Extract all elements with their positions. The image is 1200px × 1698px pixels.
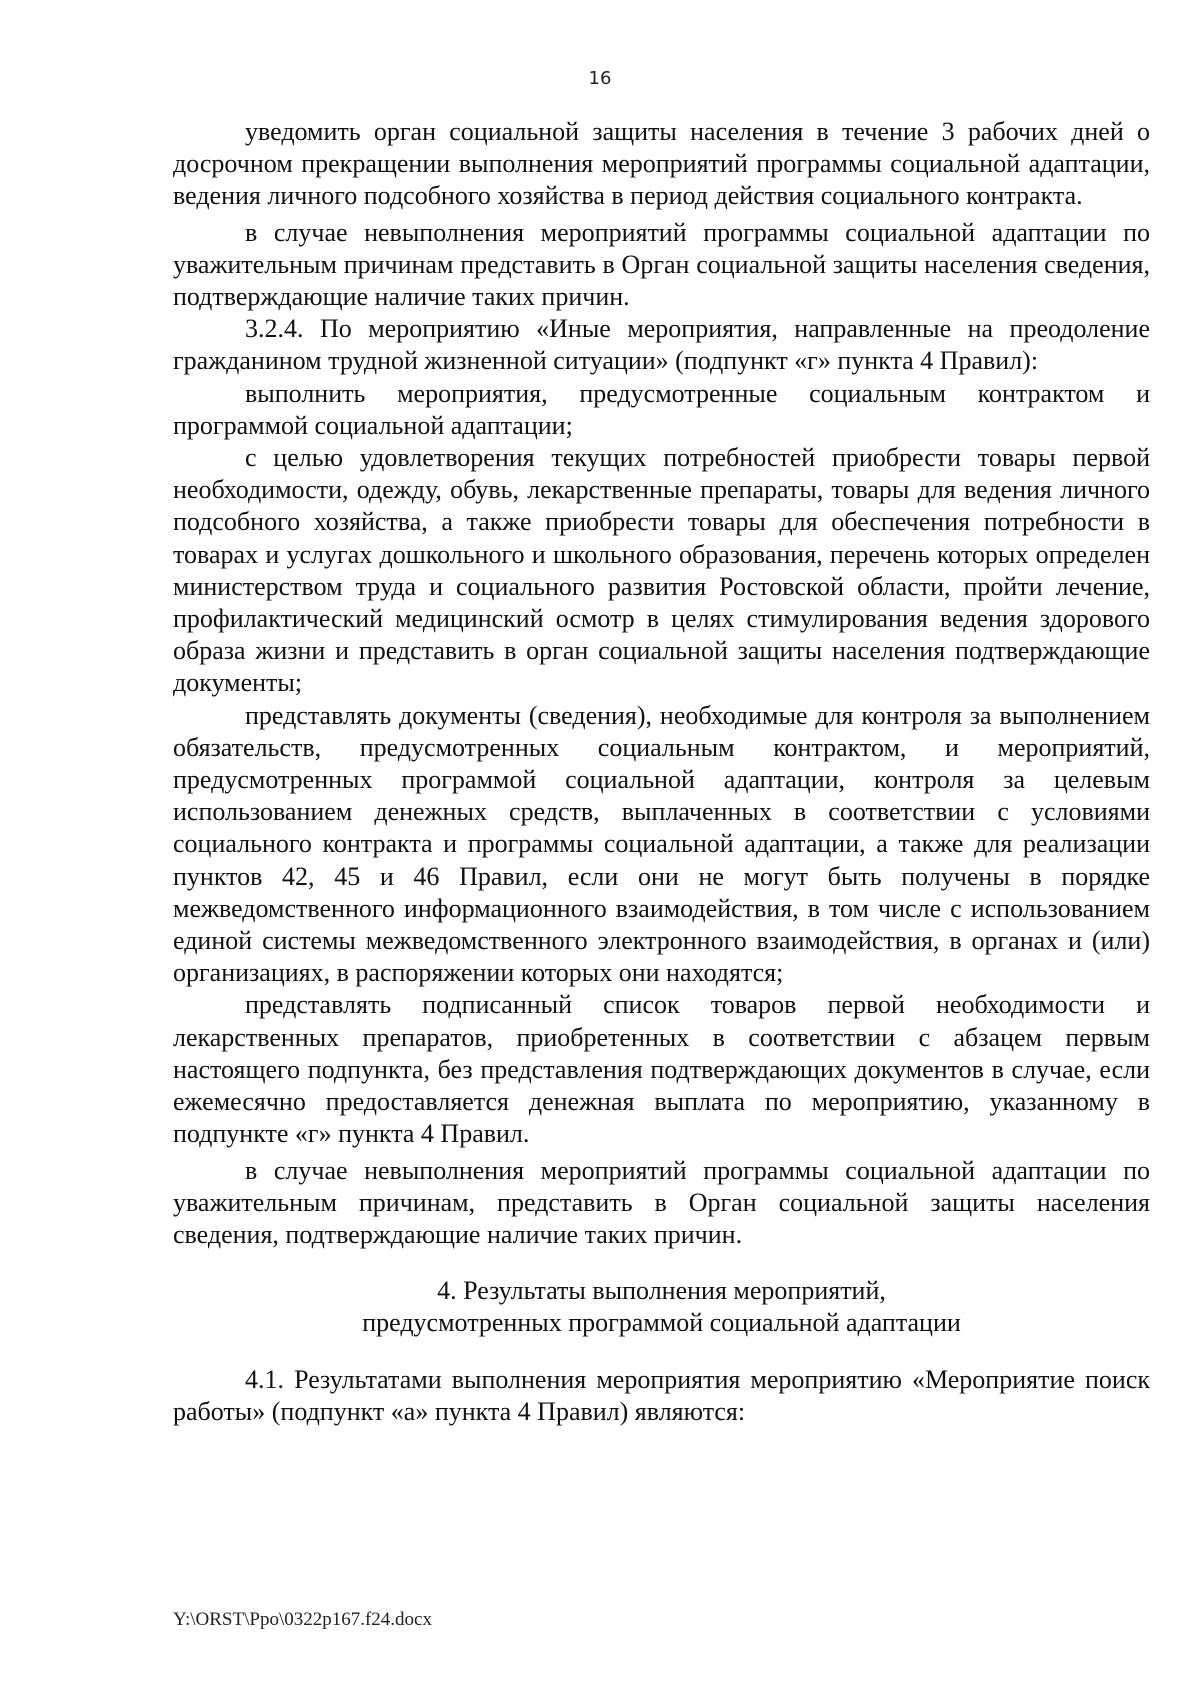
document-body — [173, 116, 1150, 1428]
section-heading-line-2: предусмотренных программой социальной адаптации — [362, 1308, 961, 1338]
footer-file-path: Y:\ORST\Ppo\0322p167.f24.docx — [173, 1609, 432, 1630]
paragraph-3-2-4: 3.2.4. По мероприятию «Иные мероприятия, направленные на преодоление гражданином трудной жизненной ситуации» (подпункт «г» пункта 4 Правил): — [173, 314, 1150, 376]
paragraph-notify: уведомить орган социальной защиты населения в течение 3 рабочих дней о досрочном прекращении выполнения мероприятий программы социальной адаптации, ведения личного подсобного хозяйства в период действия социального контракта. — [173, 117, 1150, 211]
paragraph-4-1: 4.1. Результатами выполнения мероприятия мероприятию «Мероприятие поиск работы» (подпункт «а» пункта 4 Правил) являются: — [173, 1364, 1150, 1426]
paragraph-fulfill-measures: выполнить мероприятия, предусмотренные социальным контрактом и программой социальной адаптации; — [173, 378, 1150, 440]
page-number: 16 — [588, 68, 612, 89]
paragraph-signed-list: представлять подписанный список товаров первой необходимости и лекарственных препаратов, приобретенных в соответствии с абзацем первым настоящего подпункта, без представления подтверждающих документов в случае, если ежемесячно предоставляется денежная выплата по мероприятию, указанному в подпункте «г» пункта 4 Правил. — [173, 990, 1150, 1149]
paragraph-purchase-goods: с целью удовлетворения текущих потребностей приобрести товары первой необходимости, одежду, обувь, лекарственные препараты, товары для ведения личного подсобного хозяйства, а также приобрести товары для обеспечения потребности в товарах и услугах дошкольного и школьного образования, перечень которых определен министерством труда и социального развития Ростовской области, пройти лечение, профилактический медицинский осмотр в целях стимулирования ведения здорового образа жизни и представить в орган социальной защиты населения подтверждающие документы; — [173, 443, 1150, 698]
section-heading-line-1: 4. Результаты выполнения мероприятий, — [437, 1276, 886, 1306]
paragraph-nonfulfillment-1: в случае невыполнения мероприятий программы социальной адаптации по уважительным причинам представить в Орган социальной защиты населения сведения, подтверждающие наличие таких причин. — [173, 217, 1150, 312]
paragraph-submit-documents: представлять документы (сведения), необходимые для контроля за выполнением обязательств, предусмотренных социальным контрактом, и мероприятий, предусмотренных программой социальной адаптации, контроля за целевым использованием денежных средств, выплаченных в соответствии с условиями социального контракта и программы социальной адаптации, а также для реализации пунктов 42, 45 и 46 Правил, если они не могут быть получены в порядке межведомственного информационного взаимодействия, в том числе с использованием единой системы межведомственного электронного взаимодействия, в органах и (или) организациях, в распоряжении которых они находятся; — [173, 700, 1150, 988]
paragraph-nonfulfillment-2: в случае невыполнения мероприятий программы социальной адаптации по уважительным причинам, представить в Орган социальной защиты населения сведения, подтверждающие наличие таких причин. — [173, 1155, 1150, 1249]
